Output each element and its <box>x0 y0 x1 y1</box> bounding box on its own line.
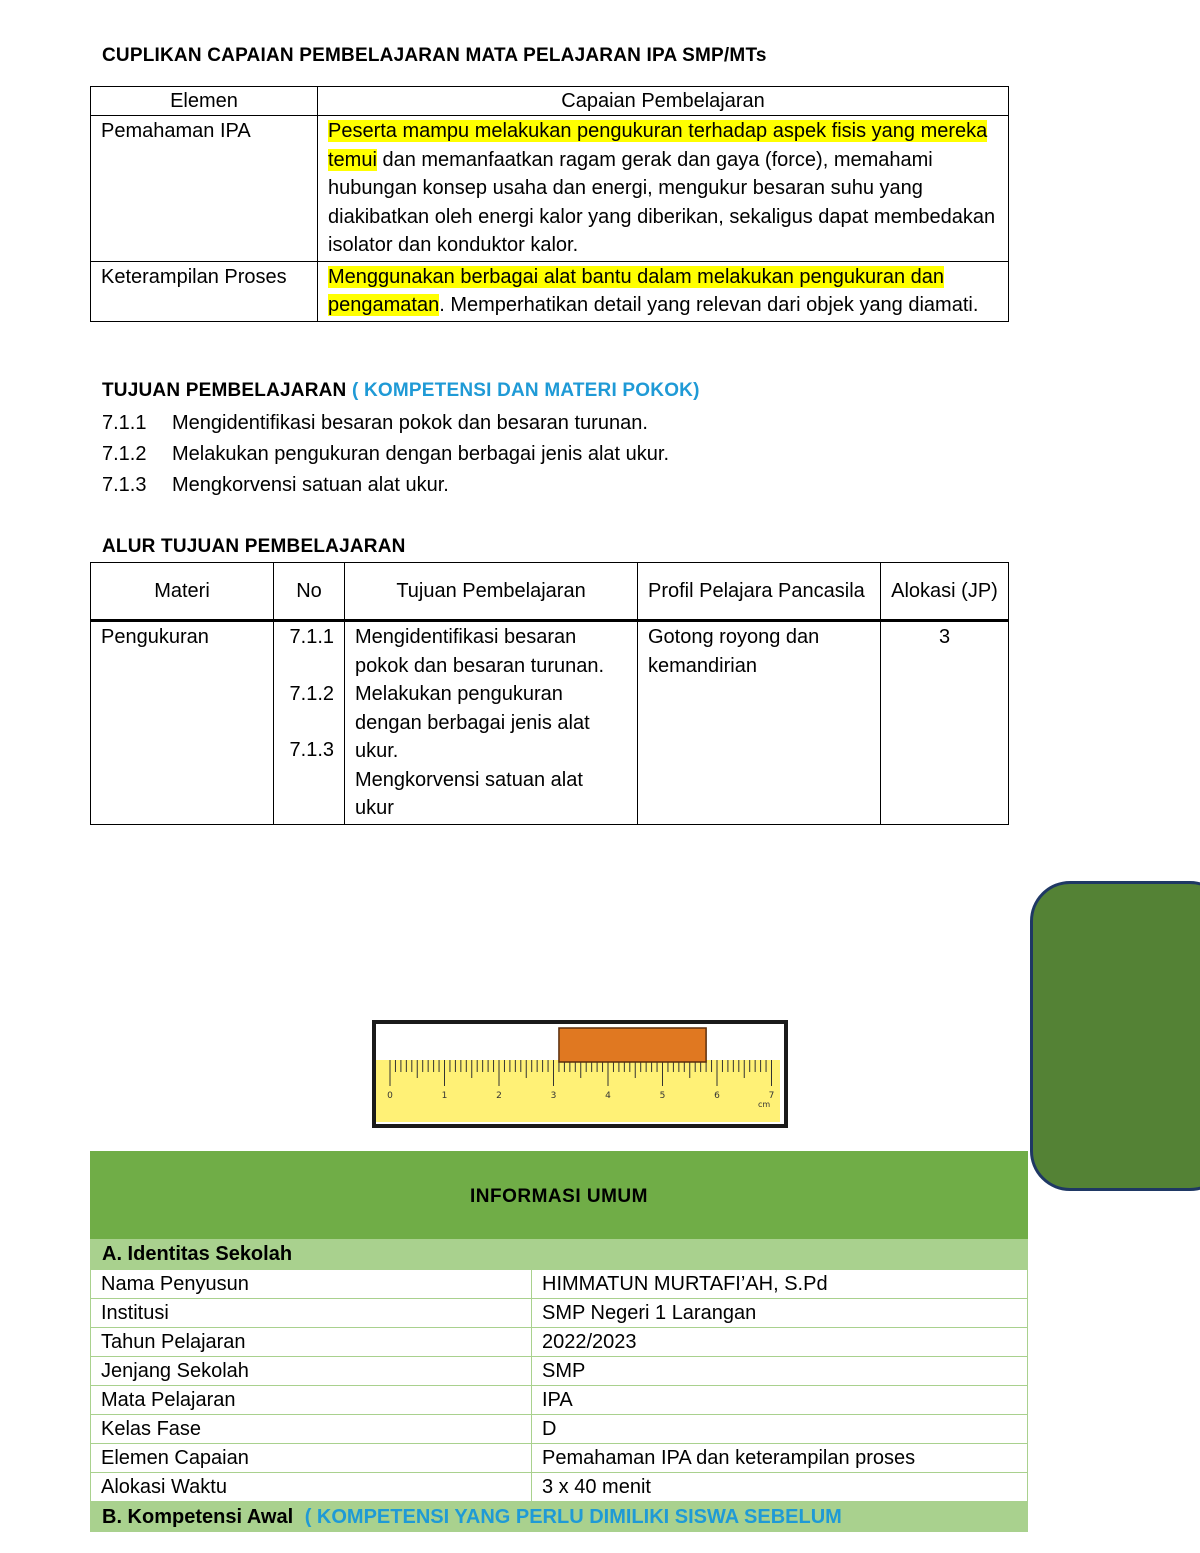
atp-header-alokasi: Alokasi (JP) <box>881 563 1009 621</box>
atp-profil: Gotong royong dan kemandirian <box>638 621 881 825</box>
ruler-tick-label: 0 <box>387 1091 393 1101</box>
ruler-tick-label: 6 <box>714 1091 720 1101</box>
cp-highlight: Peserta mampu melakukan pengukuran terhadap aspek fisis yang mereka temui <box>328 120 988 171</box>
table-row <box>91 116 1009 262</box>
table-row: Tahun Pelajaran 2022/2023 <box>91 1328 1028 1357</box>
cp-header-cp: Capaian Pembelajaran <box>318 87 1009 116</box>
atp-alokasi: 3 <box>881 621 1009 825</box>
cp-description: Peserta mampu melakukan pengukuran terhadap aspek fisis yang mereka temui dan memanfaatkan ragam gerak dan gaya (force), memahami hubungan konsep usaha dan energi, mengukur besaran suhu yang diakibatkan oleh energi kalor yang diberikan, sekaligus dapat membedakan isolator dan konduktor kalor. <box>318 116 1009 262</box>
list-item: 7.1.3 Mengkorvensi satuan alat ukur. <box>102 474 449 496</box>
identity-table <box>90 1269 1028 1502</box>
table-row: Elemen Capaian Pemahaman IPA dan keterampilan proses <box>91 1444 1028 1473</box>
section-b-note: ( KOMPETENSI YANG PERLU DIMILIKI SISWA SEBELUM <box>304 1506 842 1528</box>
table-row <box>91 621 1009 825</box>
section-a-title: A. Identitas Sekolah <box>90 1239 1028 1269</box>
cp-description: Menggunakan berbagai alat bantu dalam melakukan pengukuran dan pengamatan. Memperhatikan detail yang relevan dari objek yang diamati. <box>318 261 1009 321</box>
list-item: 7.1.2 Melakukan pengukuran dengan berbagai jenis alat ukur. <box>102 443 670 465</box>
cp-header-element: Elemen <box>91 87 318 116</box>
table-row: Jenjang Sekolah SMP <box>91 1357 1028 1386</box>
table-row: Institusi SMP Negeri 1 Larangan <box>91 1299 1028 1328</box>
ruler-illustration <box>372 1020 788 1128</box>
ruler-svg <box>372 1020 788 1128</box>
ruler-tick-label: 4 <box>605 1091 611 1101</box>
measured-object <box>559 1028 706 1062</box>
table-row: Mata Pelajaran IPA <box>91 1386 1028 1415</box>
atp-title: ALUR TUJUAN PEMBELAJARAN <box>102 536 406 557</box>
info-section <box>90 1151 1028 1532</box>
decorative-tab <box>1030 881 1200 1191</box>
section-b-title: B. Kompetensi Awal ( KOMPETENSI YANG PERLU DIMILIKI SISWA SEBELUM <box>90 1502 1028 1532</box>
ruler-tick-label: 5 <box>659 1091 666 1101</box>
tp-subtitle: ( KOMPETENSI DAN MATERI POKOK) <box>351 380 700 401</box>
table-row <box>91 261 1009 321</box>
ruler-tick-label: 7 <box>768 1091 775 1101</box>
atp-tujuan: Mengidentifikasi besaran pokok dan besaran turunan. Melakukan pengukuran dengan berbagai jenis alat ukur. Mengkorvensi satuan alat ukur <box>345 621 638 825</box>
atp-header-profil: Profil Pelajara Pancasila <box>638 563 881 621</box>
atp-header-tujuan: Tujuan Pembelajaran <box>345 563 638 621</box>
cp-element: Keterampilan Proses <box>91 261 318 321</box>
cp-highlight: Menggunakan berbagai alat bantu dalam melakukan pengukuran dan pengamatan <box>328 265 945 316</box>
ruler-tick-label: 3 <box>550 1091 557 1101</box>
cp-title: CUPLIKAN CAPAIAN PEMBELAJARAN MATA PELAJARAN IPA SMP/MTs <box>102 45 767 66</box>
cp-table <box>90 86 1009 322</box>
table-row: Kelas Fase D <box>91 1415 1028 1444</box>
ruler-tick-label: 2 <box>496 1091 502 1101</box>
atp-numbers: 7.1.1 7.1.2 7.1.3 <box>274 621 345 825</box>
cp-element: Pemahaman IPA <box>91 116 318 262</box>
table-row: Nama Penyusun HIMMATUN MURTAFI’AH, S.Pd <box>91 1270 1028 1299</box>
tp-title: TUJUAN PEMBELAJARAN ( KOMPETENSI DAN MATERI POKOK) <box>102 380 700 401</box>
atp-materi: Pengukuran <box>91 621 274 825</box>
tp-list <box>102 408 669 501</box>
list-item: 7.1.1 Mengidentifikasi besaran pokok dan besaran turunan. <box>102 412 648 434</box>
info-title: INFORMASI UMUM <box>90 1151 1028 1239</box>
ruler-unit-label: cm <box>758 1100 771 1109</box>
atp-header-no: No <box>274 563 345 621</box>
atp-table <box>90 562 1009 825</box>
ruler-tick-label: 1 <box>441 1091 448 1101</box>
atp-header-materi: Materi <box>91 563 274 621</box>
table-row: Alokasi Waktu 3 x 40 menit <box>91 1473 1028 1502</box>
